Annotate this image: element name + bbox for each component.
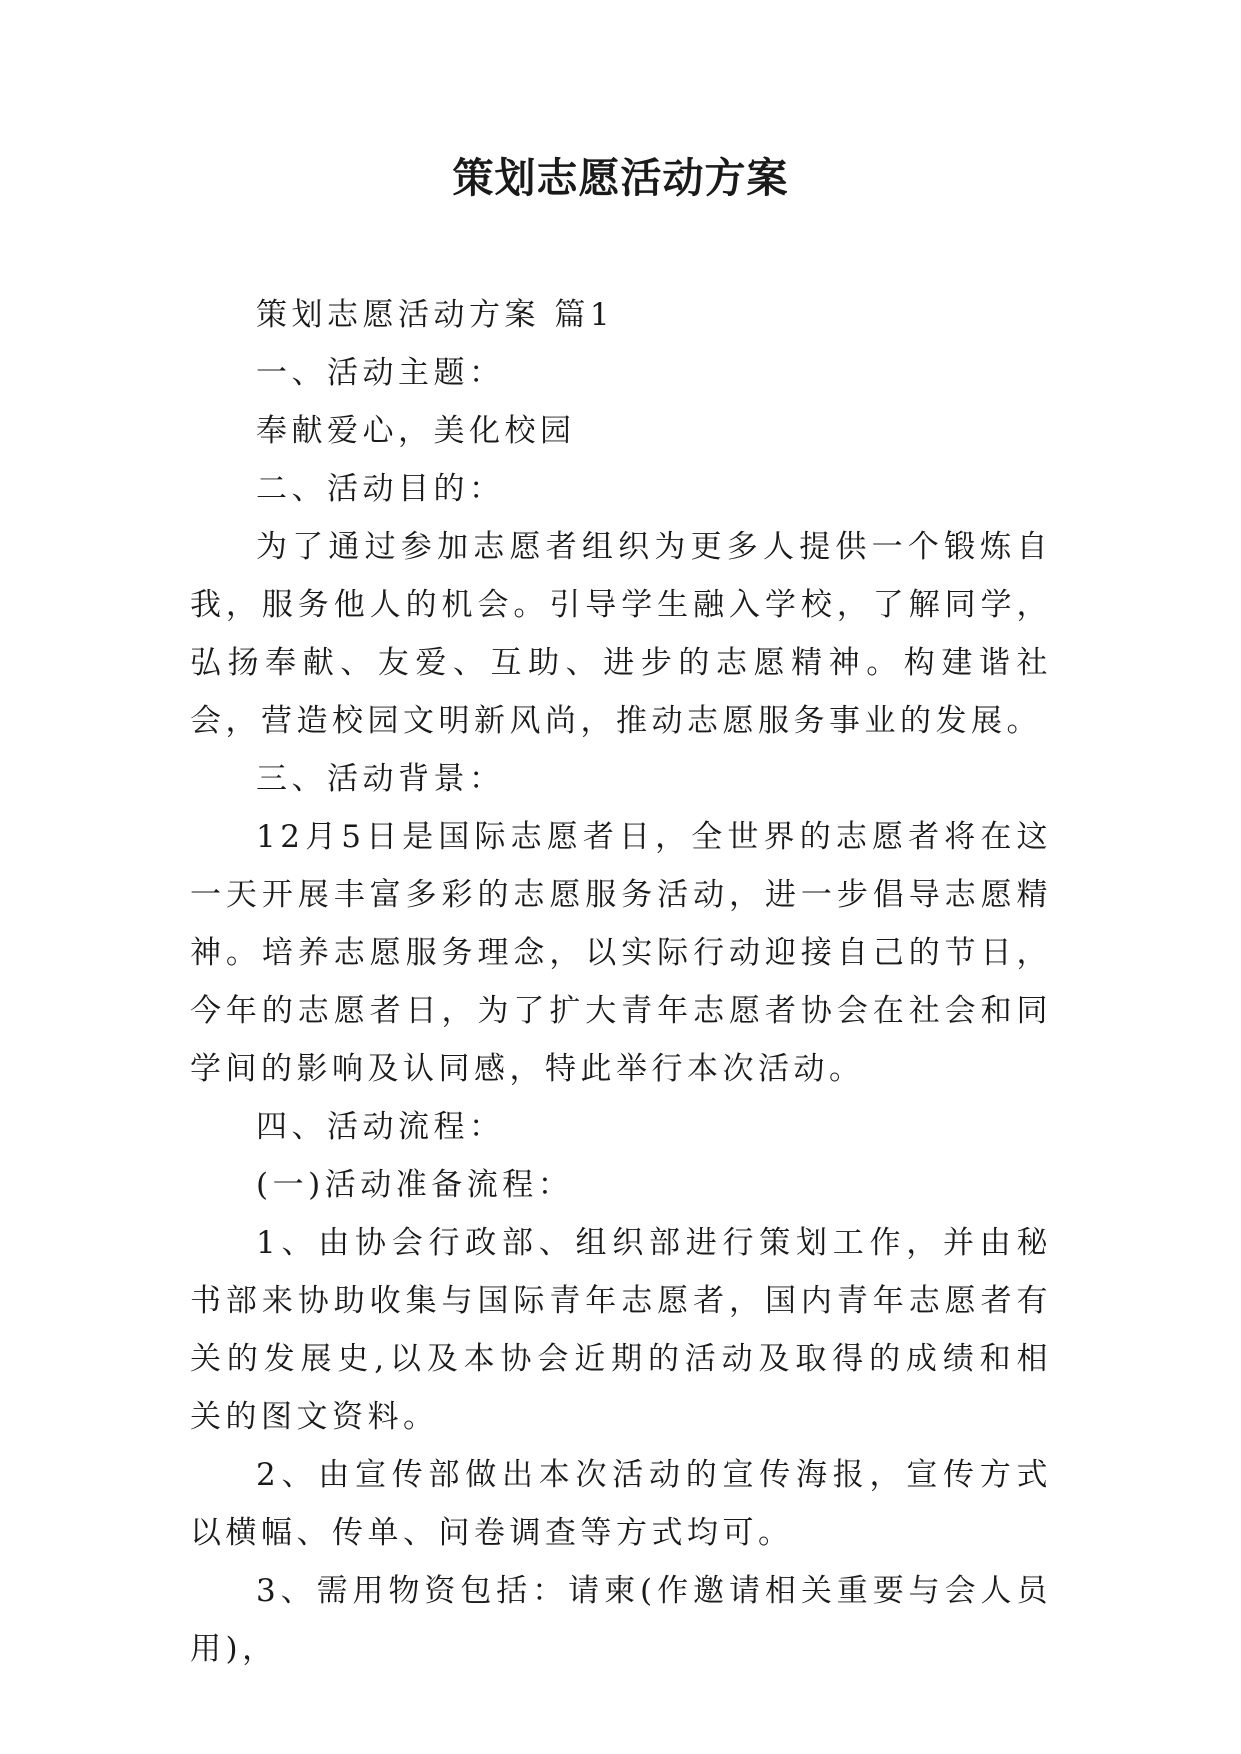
paragraph-background: 12月5日是国际志愿者日，全世界的志愿者将在这一天开展丰富多彩的志愿服务活动，进一步倡导志愿精神。培养志愿服务理念，以实际行动迎接自己的节日，今年的志愿者日，为了扩大青年志愿者协会在社会和同学间的影响及认同感，特此举行本次活动。 [190, 819, 1052, 1087]
section-heading-article-1: 策划志愿活动方案 篇1 [256, 297, 615, 333]
subsection-heading-preparation: (一)活动准备流程： [256, 1167, 574, 1203]
paragraph-purpose: 为了通过参加志愿者组织为更多人提供一个锻炼自我，服务他人的机会。引导学生融入学校，了解同学，弘扬奉献、友爱、互助、进步的志愿精神。构建谐社会，营造校园文明新风尚，推动志愿服务事业的发展。 [190, 529, 1052, 739]
paragraph-step-3: 3、需用物资包括：请柬(作邀请相关重要与会人员用)， [190, 1573, 1052, 1667]
section-heading-process: 四、活动流程： [256, 1109, 505, 1145]
section-heading-background: 三、活动背景： [256, 761, 505, 797]
document-body [190, 286, 1052, 1678]
section-heading-theme: 一、活动主题： [256, 355, 505, 391]
paragraph-step-2: 2、由宣传部做出本次活动的宣传海报，宣传方式以横幅、传单、问卷调查等方式均可。 [190, 1457, 1052, 1551]
section-heading-purpose: 二、活动目的： [256, 471, 505, 507]
document-title: 策划志愿活动方案 [452, 154, 789, 202]
paragraph-step-1: 1、由协会行政部、组织部进行策划工作，并由秘书部来协助收集与国际青年志愿者，国内青年志愿者有关的发展史,以及本协会近期的活动及取得的成绩和相关的图文资料。 [190, 1225, 1052, 1435]
paragraph-theme: 奉献爱心，美化校园 [256, 413, 576, 449]
